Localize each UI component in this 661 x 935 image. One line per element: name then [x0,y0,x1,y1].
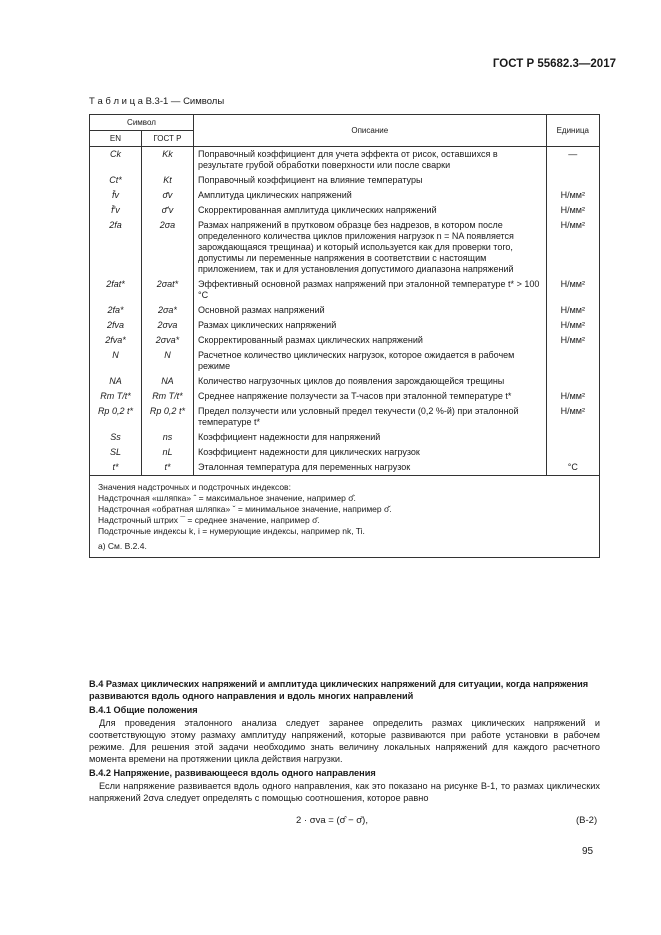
table-row [90,404,600,430]
symbol-en-cell: t* [90,460,142,476]
symbol-gost-cell: ns [141,430,193,445]
unit-cell [546,173,599,188]
page-number: 95 [582,846,594,857]
unit-cell: Н/мм² [546,389,599,404]
symbol-gost-cell: nL [141,445,193,460]
symbol-gost-cell: Kt [141,173,193,188]
symbol-en-cell: 2fat* [90,277,142,303]
symbol-gost-cell: σ̄′v [141,203,193,218]
description-cell: Коэффициент надежности для напряжений [193,430,546,445]
description-cell: Поправочный коэффициент для учета эффекта от рисок, оставшихся в результате грубой обработки поверхности или после сварки [193,147,546,174]
table-row [90,147,600,174]
col-header-symbol: Символ [90,115,194,131]
table-row [90,333,600,348]
table-row [90,389,600,404]
symbol-gost-cell: 2σa* [141,303,193,318]
symbol-gost-cell: 2σa [141,218,193,277]
description-cell: Эффективный основной размах напряжений при эталонной температуре t* > 100 °C [193,277,546,303]
symbol-gost-cell: t* [141,460,193,476]
table-row [90,348,600,374]
unit-cell [546,348,599,374]
symbol-en-cell: 2fa [90,218,142,277]
formula: 2 · σva = (σ̂ − σ̌), [296,815,368,826]
symbol-gost-cell: Rp 0,2 t* [141,404,193,430]
unit-cell: — [546,147,599,174]
section-b4-title: В.4 Размах циклических напряжений и амплитуда циклических напряжений для ситуации, когда напряжения развиваются вдоль одного направления и вдоль многих направлений [89,679,589,701]
description-cell: Скорректированная амплитуда циклических напряжений [193,203,546,218]
unit-cell [546,430,599,445]
unit-cell: Н/мм² [546,218,599,277]
symbol-gost-cell: 2σva [141,318,193,333]
unit-cell: Н/мм² [546,203,599,218]
description-cell: Поправочный коэффициент на влияние температуры [193,173,546,188]
description-cell: Основной размах напряжений [193,303,546,318]
table-row [90,173,600,188]
note-line: Подстрочные индексы k, i = нумерующие индексы, например nk, Ti. [98,526,365,536]
col-header-unit: Единица [546,115,599,147]
symbols-table [89,114,600,558]
table-footnote: a) См. В.2.4. [98,541,147,551]
symbol-en-cell: SL [90,445,142,460]
description-cell: Размах циклических напряжений [193,318,546,333]
description-cell: Предел ползучести или условный предел текучести (0,2 %-й) при эталонной температуре t* [193,404,546,430]
symbol-gost-cell: σ̄v [141,188,193,203]
note-line: Надстрочный штрих ¯ = среднее значение, например σ̄. [98,515,320,525]
note-line: Надстрочная «шляпка» ˆ = максимальное значение, например σ̂. [98,493,356,503]
symbol-en-cell: N [90,348,142,374]
section-b41-title: В.4.1 Общие положения [89,705,198,715]
note-line: Надстрочная «обратная шляпка» ˇ = минимальное значение, например σ̌. [98,504,392,514]
symbol-gost-cell: 2σat* [141,277,193,303]
description-cell: Среднее напряжение ползучести за T-часов при эталонной температуре t* [193,389,546,404]
table-row [90,203,600,218]
unit-cell: Н/мм² [546,333,599,348]
formula-number: (В-2) [576,815,598,826]
table-row [90,318,600,333]
symbol-en-cell: 2fa* [90,303,142,318]
symbol-en-cell: 2fva [90,318,142,333]
table-row [90,303,600,318]
unit-cell: °C [546,460,599,476]
description-cell: Скорректированный размах циклических напряжений [193,333,546,348]
symbol-en-cell: Ss [90,430,142,445]
symbol-en-cell: 2fva* [90,333,142,348]
table-row [90,277,600,303]
symbol-en-cell: Ck [90,147,142,174]
unit-cell: Н/мм² [546,404,599,430]
table-notes [90,476,600,558]
section-b42-text: Если напряжение развивается вдоль одного направления, как это показано на рисунке В-1, то размах циклических напряжений 2σva следует определять с помощью соотношения, которое равно [89,781,600,803]
table-caption: Т а б л и ц а В.3-1 — Символы [89,96,225,107]
symbol-en-cell: NA [90,374,142,389]
section-b42-title: В.4.2 Напряжение, развивающееся вдоль одного направления [89,768,376,778]
table-row [90,218,600,277]
table-row [90,430,600,445]
description-cell: Количество нагрузочных циклов до появления зарождающейся трещины [193,374,546,389]
symbol-gost-cell: Rm T/t* [141,389,193,404]
table-row [90,374,600,389]
unit-cell: Н/мм² [546,188,599,203]
unit-cell: Н/мм² [546,277,599,303]
description-cell: Расчетное количество циклических нагрузок, которое ожидается в рабочем режиме [193,348,546,374]
symbol-gost-cell: NA [141,374,193,389]
unit-cell: Н/мм² [546,318,599,333]
description-cell: Эталонная температура для переменных нагрузок [193,460,546,476]
description-cell: Амплитуда циклических напряжений [193,188,546,203]
unit-cell: Н/мм² [546,303,599,318]
symbol-en-cell: Rm T/t* [90,389,142,404]
symbol-en-cell: Ct* [90,173,142,188]
symbol-en-cell: Rp 0,2 t* [90,404,142,430]
description-cell: Коэффициент надежности для циклических нагрузок [193,445,546,460]
col-header-en: EN [90,131,142,147]
note-line: Значения надстрочных и подстрочных индексов: [98,482,291,492]
section-b41-text: Для проведения эталонного анализа следует заранее определить размах циклических напряжений и соответствующую этому размаху амплитуду напряжений, которые развиваются при работе установки в рабочем режиме. Для решения этой задачи необходимо знать величину локальных напряжений для каждого расчетного момента времени на протяжении цикла действия нагрузки. [89,718,600,764]
table-row [90,445,600,460]
unit-cell [546,374,599,389]
col-header-gost: ГОСТ Р [141,131,193,147]
symbol-gost-cell: Kk [141,147,193,174]
symbol-gost-cell: 2σva* [141,333,193,348]
symbol-en-cell: f̄′v [90,203,142,218]
description-cell: Размах напряжений в прутковом образце без надрезов, в котором после определенного количества циклов приложения нагрузок n = NA появляется зарождающаяся трещинаa) и который используется как для проверки того, допустимы ли переменные напряжения в соответствии с настоящим приложением, так и для установления допустимого диапазона напряжений [193,218,546,277]
symbol-gost-cell: N [141,348,193,374]
col-header-description: Описание [193,115,546,147]
table-row [90,460,600,476]
unit-cell [546,445,599,460]
symbol-en-cell: f̄v [90,188,142,203]
table-row [90,188,600,203]
document-header: ГОСТ Р 55682.3—2017 [492,58,616,70]
